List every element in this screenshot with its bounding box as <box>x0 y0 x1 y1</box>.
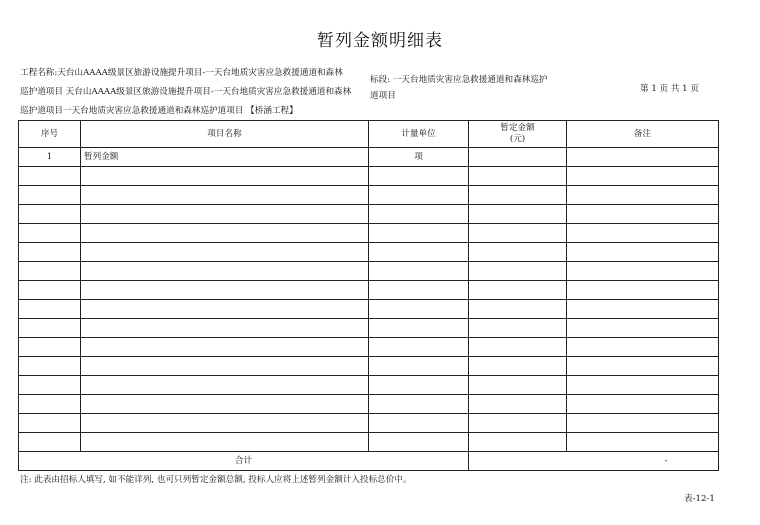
cell-unit <box>369 338 469 357</box>
cell-item-name <box>81 376 369 395</box>
cell-amount <box>469 395 567 414</box>
cell-unit <box>369 376 469 395</box>
cell-item-name <box>81 186 369 205</box>
col-header-amount <box>469 121 567 148</box>
table-row <box>19 319 719 338</box>
cell-item-name <box>81 300 369 319</box>
cell-amount <box>469 205 567 224</box>
cell-amount <box>469 357 567 376</box>
col-header-unit: 计量单位 <box>369 121 469 148</box>
cell-amount <box>469 243 567 262</box>
col-header-amount-text: 暂定金额 (元) <box>500 123 535 144</box>
table-row <box>19 262 719 281</box>
cell-unit <box>369 414 469 433</box>
cell-item-name <box>81 357 369 376</box>
cell-remark <box>567 281 719 300</box>
cell-amount <box>469 148 567 167</box>
col-header-index: 序号 <box>19 121 81 148</box>
cell-remark <box>567 300 719 319</box>
cell-unit <box>369 224 469 243</box>
project-name-block <box>20 64 370 121</box>
table-row <box>19 224 719 243</box>
cell-remark <box>567 205 719 224</box>
cell-unit <box>369 281 469 300</box>
cell-amount <box>469 319 567 338</box>
cell-item-name <box>81 433 369 452</box>
cell-index <box>19 262 81 281</box>
cell-unit <box>369 262 469 281</box>
cell-item-name <box>81 338 369 357</box>
table-row <box>19 433 719 452</box>
cell-item-name: 暂列金额 <box>81 148 369 167</box>
cell-amount <box>469 338 567 357</box>
cell-unit <box>369 243 469 262</box>
project-name-line-3: 巡护道项目一天台地质灾害应急救援通道和森林巡护道项目 【桥涵工程】 <box>20 106 298 116</box>
total-label: 合计 <box>19 452 469 471</box>
cell-remark <box>567 395 719 414</box>
table-row <box>19 357 719 376</box>
cell-index <box>19 300 81 319</box>
cell-index <box>19 205 81 224</box>
cell-index <box>19 395 81 414</box>
project-name-label: 工程名称: <box>20 68 58 78</box>
cell-unit <box>369 186 469 205</box>
cell-amount <box>469 300 567 319</box>
cell-unit <box>369 357 469 376</box>
cell-index <box>19 414 81 433</box>
cell-amount <box>469 262 567 281</box>
cell-unit <box>369 167 469 186</box>
section-line-2: 道项目 <box>370 91 396 101</box>
table-row <box>19 186 719 205</box>
cell-remark <box>567 376 719 395</box>
cell-remark <box>567 433 719 452</box>
cell-unit: 项 <box>369 148 469 167</box>
cell-index <box>19 338 81 357</box>
total-row <box>19 452 719 471</box>
cell-index <box>19 376 81 395</box>
col-header-item-name: 项目名称 <box>81 121 369 148</box>
cell-remark <box>567 262 719 281</box>
cell-item-name <box>81 414 369 433</box>
total-value: - <box>469 452 719 471</box>
cell-item-name <box>81 167 369 186</box>
cell-item-name <box>81 319 369 338</box>
cell-amount <box>469 186 567 205</box>
cell-remark <box>567 357 719 376</box>
table-row <box>19 376 719 395</box>
cell-remark <box>567 243 719 262</box>
cell-index <box>19 243 81 262</box>
cell-remark <box>567 414 719 433</box>
cell-index <box>19 186 81 205</box>
cell-remark <box>567 148 719 167</box>
table-row <box>19 148 719 167</box>
cell-index <box>19 319 81 338</box>
table-row <box>19 395 719 414</box>
table-row <box>19 300 719 319</box>
cell-item-name <box>81 224 369 243</box>
project-name-line-1 <box>20 64 370 83</box>
table-row <box>19 414 719 433</box>
project-name-line-2: 巡护道项目 天台山AAAA级景区旅游设施提升项目-一天台地质灾害应急救援通道和森林 <box>20 87 352 97</box>
cell-index: 1 <box>19 148 81 167</box>
cell-amount <box>469 414 567 433</box>
cell-amount <box>469 224 567 243</box>
table-row <box>19 281 719 300</box>
section-line-1: 标段: 一天台地质灾害应急救援通道和森林巡护 <box>370 75 548 85</box>
cell-item-name <box>81 243 369 262</box>
provisional-sum-table <box>18 120 719 471</box>
form-number: 表-12-1 <box>684 494 715 504</box>
cell-index <box>19 281 81 300</box>
cell-item-name <box>81 281 369 300</box>
cell-item-name <box>81 395 369 414</box>
cell-unit <box>369 300 469 319</box>
cell-index <box>19 433 81 452</box>
cell-index <box>19 167 81 186</box>
table-row <box>19 167 719 186</box>
cell-remark <box>567 338 719 357</box>
cell-remark <box>567 224 719 243</box>
cell-amount <box>469 433 567 452</box>
project-name-text-1: 天台山AAAA级景区旅游设施提升项目-一天台地质灾害应急救援通道和森林 <box>57 68 343 78</box>
footnote: 注: 此表由招标人填写, 如不能详列, 也可只列暂定金额总额, 投标人应将上述暂列金额计入投标总价中。 <box>20 475 412 485</box>
cell-remark <box>567 167 719 186</box>
cell-unit <box>369 205 469 224</box>
cell-item-name <box>81 262 369 281</box>
cell-remark <box>567 186 719 205</box>
cell-unit <box>369 395 469 414</box>
page-info: 第 1 页 共 1 页 <box>640 84 699 94</box>
col-header-remark: 备注 <box>567 121 719 148</box>
cell-amount <box>469 281 567 300</box>
cell-index <box>19 224 81 243</box>
cell-amount <box>469 376 567 395</box>
table-row <box>19 338 719 357</box>
table-header-row <box>19 121 719 148</box>
cell-remark <box>567 319 719 338</box>
table-row <box>19 205 719 224</box>
cell-amount <box>469 167 567 186</box>
section-block <box>370 72 570 104</box>
cell-index <box>19 357 81 376</box>
cell-unit <box>369 319 469 338</box>
cell-unit <box>369 433 469 452</box>
table-row <box>19 243 719 262</box>
cell-item-name <box>81 205 369 224</box>
document-title: 暂列金额明细表 <box>317 31 443 51</box>
